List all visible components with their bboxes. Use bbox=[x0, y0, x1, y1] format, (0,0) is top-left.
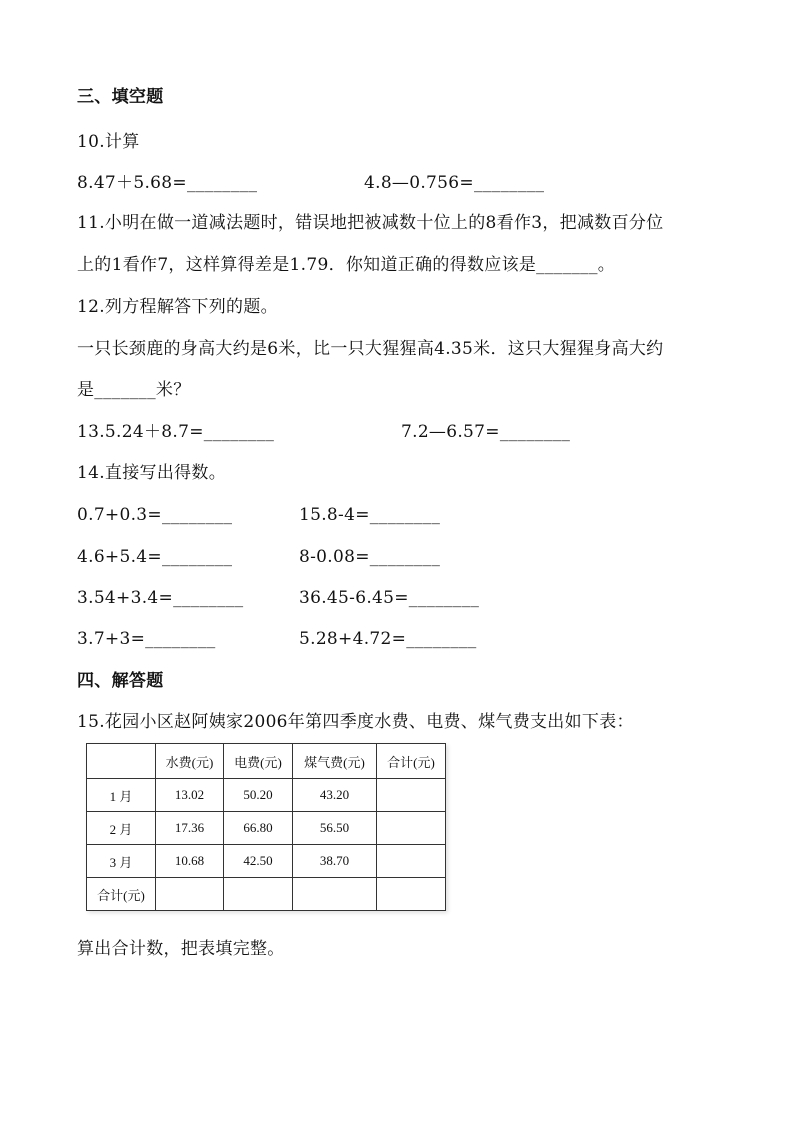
q12-title: 12.列方程解答下列的题。 bbox=[77, 297, 278, 317]
table-cell: 3 月 bbox=[87, 845, 156, 878]
q14-item: 4.6+5.4=________ bbox=[77, 547, 233, 567]
q10-item-a: 8.47＋5.68=________ bbox=[77, 173, 258, 193]
table-header-cell: 水费(元) bbox=[156, 744, 224, 779]
q10-item-b: 4.8—0.756=________ bbox=[364, 173, 545, 193]
table-row bbox=[87, 878, 446, 911]
q14-item: 3.7+3=________ bbox=[77, 629, 216, 649]
table-cell: 66.80 bbox=[224, 812, 293, 845]
table-header-row bbox=[87, 744, 446, 779]
table-cell: 38.70 bbox=[293, 845, 377, 878]
table-header-cell: 电费(元) bbox=[224, 744, 293, 779]
table-cell bbox=[377, 878, 446, 911]
table-cell: 10.68 bbox=[156, 845, 224, 878]
q13-item-a: 13.5.24＋8.7=________ bbox=[77, 422, 275, 442]
q12-line-2: 是_______米？ bbox=[77, 380, 191, 400]
table-row bbox=[87, 779, 446, 812]
table-cell: 56.50 bbox=[293, 812, 377, 845]
table-cell: 2 月 bbox=[87, 812, 156, 845]
table-header-cell: 煤气费(元) bbox=[293, 744, 377, 779]
table-cell bbox=[377, 812, 446, 845]
table-cell: 13.02 bbox=[156, 779, 224, 812]
table-cell: 50.20 bbox=[224, 779, 293, 812]
table-header-cell bbox=[87, 744, 156, 779]
table-cell bbox=[156, 878, 224, 911]
q14-item: 8-0.08=________ bbox=[299, 547, 441, 567]
section-heading-answer: 四、解答题 bbox=[77, 671, 164, 691]
table-cell: 合计(元) bbox=[87, 878, 156, 911]
table-cell: 43.20 bbox=[293, 779, 377, 812]
q11-line-2: 上的1看作7，这样算得差是1.79．你知道正确的得数应该是_______。 bbox=[77, 255, 616, 275]
table-cell bbox=[224, 878, 293, 911]
table-row bbox=[87, 812, 446, 845]
q14-item: 5.28+4.72=________ bbox=[299, 629, 477, 649]
q14-item: 3.54+3.4=________ bbox=[77, 588, 244, 608]
table-cell bbox=[293, 878, 377, 911]
q14-title: 14.直接写出得数。 bbox=[77, 463, 227, 483]
q14-item: 0.7+0.3=________ bbox=[77, 505, 233, 525]
section-heading-fill-in: 三、填空题 bbox=[77, 87, 164, 107]
utility-fee-table bbox=[86, 743, 446, 911]
q14-item: 15.8-4=________ bbox=[299, 505, 441, 525]
q14-item: 36.45-6.45=________ bbox=[299, 588, 480, 608]
table-cell bbox=[377, 845, 446, 878]
table-cell: 17.36 bbox=[156, 812, 224, 845]
q15-footer: 算出合计数，把表填完整。 bbox=[77, 939, 285, 959]
table-cell: 1 月 bbox=[87, 779, 156, 812]
table-cell: 42.50 bbox=[224, 845, 293, 878]
table-header-cell: 合计(元) bbox=[377, 744, 446, 779]
q12-line-1: 一只长颈鹿的身高大约是6米，比一只大猩猩高4.35米．这只大猩猩身高大约 bbox=[77, 339, 664, 359]
q13-item-b: 7.2—6.57=________ bbox=[401, 422, 571, 442]
table-cell bbox=[377, 779, 446, 812]
table-row bbox=[87, 845, 446, 878]
q11-line-1: 11.小明在做一道减法题时，错误地把被减数十位上的8看作3，把减数百分位 bbox=[77, 213, 664, 233]
q15-title: 15.花园小区赵阿姨家2006年第四季度水费、电费、煤气费支出如下表： bbox=[77, 712, 634, 732]
q10-title: 10.计算 bbox=[77, 132, 140, 152]
